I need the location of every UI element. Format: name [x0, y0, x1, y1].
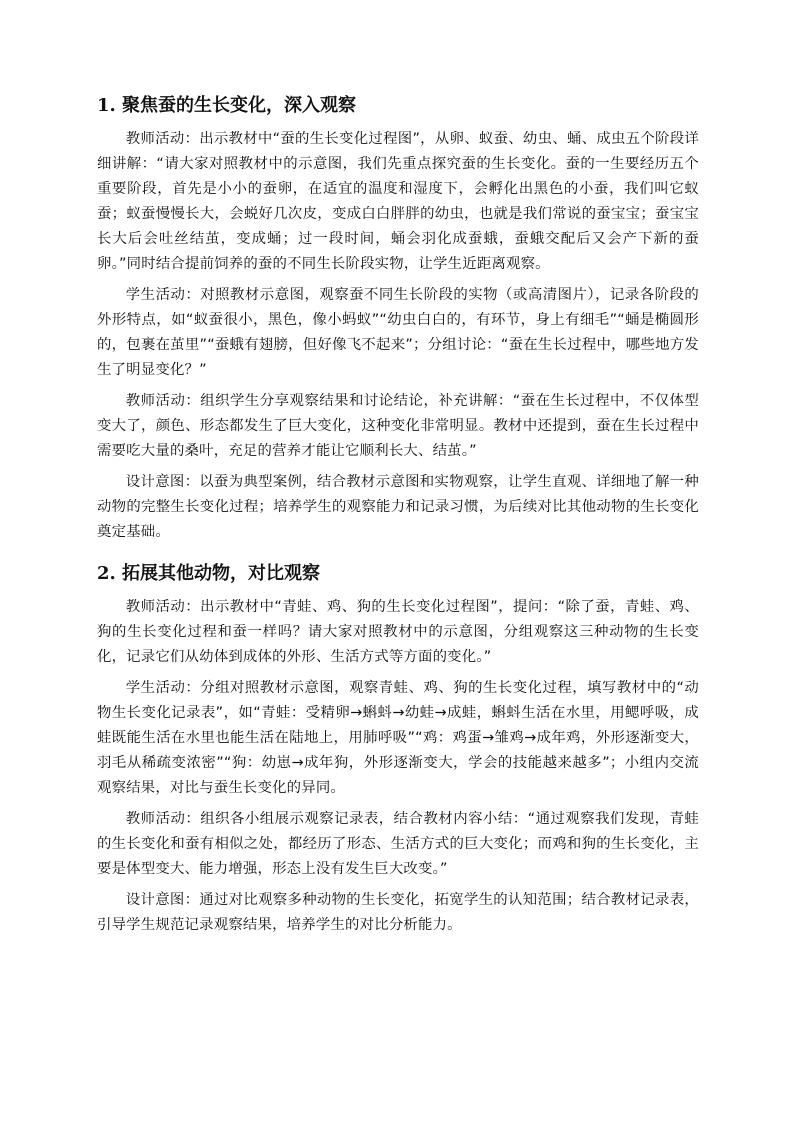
section-heading-1: 1. 聚焦蚕的生长变化，深入观察 — [97, 95, 357, 116]
paragraph-teacher-activity: 教师活动：出示教材中“蚕的生长变化过程图”，从卵、蚁蚕、幼虫、蛹、成虫五个阶段详细讲解：“请大家对照教材中的示意图，我们先重点探究蚕的生长变化。蚕的一生要经历五个重要阶段，首先是小小的蚕卵，在适宜的温度和湿度下，会孵化出黑色的小蚕，我们叫它蚁蚕；蚁蚕慢慢长大，会蜕好几次皮，变成白白胖胖的幼虫，也就是我们常说的蚕宝宝；蚕宝宝长大后会吐丝结茧，变成蛹；过一段时间，蛹会羽化成蚕蛾，蚕蛾交配后又会产下新的蚕卵。”同时结合提前饲养的蚕的不同生长阶段实物，让学生近距离观察。 — [97, 131, 699, 272]
paragraph-teacher-activity: 教师活动：组织各小组展示观察记录表，结合教材内容小结：“通过观察我们发现，青蛙的生长变化和蚕有相似之处，都经历了形态、生活方式的巨大变化；而鸡和狗的生长变化，主要是体型变大、能力增强，形态上没有发生巨大改变。” — [97, 811, 699, 877]
paragraph-student-activity: 学生活动：分组对照教材示意图，观察青蛙、鸡、狗的生长变化过程，填写教材中的“动物生长变化记录表”，如“青蛙：受精卵→蝌蚪→幼蛙→成蛙，蝌蚪生活在水里，用鳃呼吸，成蛙既能生活在水里也能生活在陆地上，用肺呼吸”“鸡：鸡蛋→雏鸡→成年鸡，外形逐渐变大，羽毛从稀疏变浓密”“狗：幼崽→成年狗，外形逐渐变大，学会的技能越来越多”；小组内交流观察结果，对比与蚕生长变化的异同。 — [97, 680, 699, 796]
paragraph-design-intent: 设计意图：以蚕为典型案例，结合教材示意图和实物观察，让学生直观、详细地了解一种动物的完整生长变化过程；培养学生的观察能力和记录习惯，为后续对比其他动物的生长变化奠定基础。 — [97, 474, 699, 540]
paragraph-design-intent: 设计意图：通过对比观察多种动物的生长变化，拓宽学生的认知范围；结合教材记录表，引导学生规范记录观察结果，培养学生的对比分析能力。 — [97, 892, 699, 933]
paragraph-teacher-activity: 教师活动：出示教材中“青蛙、鸡、狗的生长变化过程图”，提问：“除了蚕，青蛙、鸡、狗的生长变化过程和蚕一样吗？请大家对照教材中的示意图，分组观察这三种动物的生长变化，记录它们从幼体到成体的外形、生活方式等方面的变化。” — [97, 599, 699, 665]
paragraph-student-activity: 学生活动：对照教材示意图，观察蚕不同生长阶段的实物（或高清图片），记录各阶段的外形特点，如“蚁蚕很小，黑色，像小蚂蚁”“幼虫白白的，有环节，身上有细毛”“蛹是椭圆形的，包裹在茧里”“蚕蛾有翅膀，但好像飞不起来”；分组讨论：“蚕在生长过程中，哪些地方发生了明显变化？” — [97, 287, 699, 378]
paragraph-teacher-activity: 教师活动：组织学生分享观察结果和讨论结论，补充讲解：“蚕在生长过程中，不仅体型变大了，颜色、形态都发生了巨大变化，这种变化非常明显。教材中还提到，蚕在生长过程中需要吃大量的桑叶，充足的营养才能让它顺利长大、结茧。” — [97, 393, 699, 459]
section-heading-2: 2. 拓展其他动物，对比观察 — [97, 563, 321, 584]
